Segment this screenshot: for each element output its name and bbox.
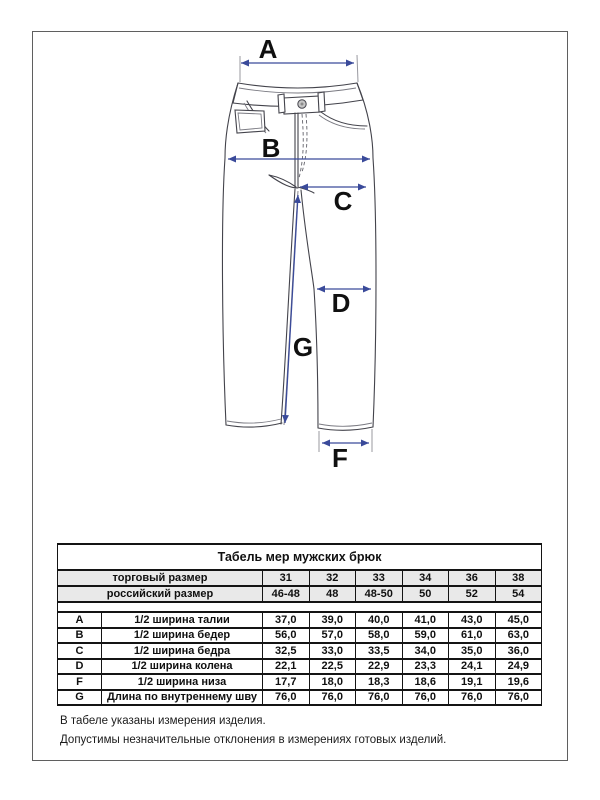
measure-row <box>58 690 542 706</box>
measure-letter-cell: D <box>58 659 102 675</box>
measure-value-cell: 23,3 <box>402 659 449 675</box>
measure-name-cell: 1/2 ширина низа <box>102 674 263 690</box>
measure-name-cell: 1/2 ширина бедер <box>102 628 263 644</box>
footnote-line-1: В табеле указаны измерения изделия. <box>60 715 266 727</box>
left-inseam <box>281 189 295 424</box>
measure-value-cell: 76,0 <box>402 690 449 706</box>
size-value-cell: 46-48 <box>263 586 310 602</box>
right-hem <box>318 427 373 430</box>
measure-name-cell: Длина по внутреннему шву <box>102 690 263 706</box>
measure-letter-cell: A <box>58 612 102 628</box>
left-hem <box>226 423 282 427</box>
measure-value-cell: 63,0 <box>495 628 542 644</box>
measure-value-cell: 32,5 <box>263 643 310 659</box>
size-row-label: российский размер <box>58 586 263 602</box>
measure-name-cell: 1/2 ширина бедра <box>102 643 263 659</box>
measure-value-cell: 76,0 <box>495 690 542 706</box>
measure-value-cell: 76,0 <box>356 690 403 706</box>
table-spacer-row <box>58 602 542 612</box>
size-value-cell: 48 <box>309 586 356 602</box>
size-value-cell: 38 <box>495 570 542 586</box>
measure-value-cell: 18,3 <box>356 674 403 690</box>
footnotes <box>60 712 446 749</box>
measure-value-cell: 19,6 <box>495 674 542 690</box>
size-row-label: торговый размер <box>58 570 263 586</box>
measure-row <box>58 674 542 690</box>
measure-value-cell: 58,0 <box>356 628 403 644</box>
size-value-cell: 54 <box>495 586 542 602</box>
table-spacer-cell <box>58 602 542 612</box>
waistband-top-edge <box>238 83 357 88</box>
measure-letter-cell: F <box>58 674 102 690</box>
measure-name-cell: 1/2 ширина колена <box>102 659 263 675</box>
measure-value-cell: 40,0 <box>356 612 403 628</box>
size-value-cell: 50 <box>402 586 449 602</box>
measure-row <box>58 659 542 675</box>
waistband-left-end <box>233 83 238 103</box>
size-value-cell: 31 <box>263 570 310 586</box>
dim-label-c: C <box>333 186 353 216</box>
table-title: Табель мер мужских брюк <box>58 544 542 570</box>
right-inseam <box>301 190 318 428</box>
jeans-outline <box>222 83 376 430</box>
measure-value-cell: 34,0 <box>402 643 449 659</box>
dim-label-d: D <box>331 288 351 318</box>
measure-value-cell: 76,0 <box>309 690 356 706</box>
size-value-cell: 36 <box>449 570 496 586</box>
measure-row <box>58 628 542 644</box>
measure-value-cell: 19,1 <box>449 674 496 690</box>
dim-label-a: A <box>258 34 278 64</box>
waist-button-center <box>301 103 304 106</box>
measure-value-cell: 61,0 <box>449 628 496 644</box>
measure-value-cell: 22,1 <box>263 659 310 675</box>
dim-label-b: B <box>261 133 281 163</box>
size-value-cell: 48-50 <box>356 586 403 602</box>
left-hem-stitch <box>227 419 281 423</box>
crotch-curve-3 <box>298 187 314 193</box>
footnote-line-2: Допустимы незначительные отклонения в измерениях готовых изделий. <box>60 733 447 746</box>
measure-value-cell: 18,6 <box>402 674 449 690</box>
left-side-seam <box>222 83 238 425</box>
measure-value-cell: 37,0 <box>263 612 310 628</box>
measure-value-cell: 33,5 <box>356 643 403 659</box>
table-title-row <box>58 544 542 570</box>
right-side-seam <box>357 83 376 427</box>
measurement-table <box>57 543 542 706</box>
measure-value-cell: 24,1 <box>449 659 496 675</box>
size-header-row <box>58 570 542 586</box>
waistband-top-stitch <box>239 88 356 93</box>
size-value-cell: 33 <box>356 570 403 586</box>
measure-letter-cell: G <box>58 690 102 706</box>
measure-value-cell: 39,0 <box>309 612 356 628</box>
measure-value-cell: 22,9 <box>356 659 403 675</box>
measure-value-cell: 57,0 <box>309 628 356 644</box>
dim-arrow-inseam <box>285 195 298 423</box>
measure-value-cell: 59,0 <box>402 628 449 644</box>
waistband-right-end <box>357 83 363 100</box>
belt-loop-left <box>278 94 285 113</box>
size-value-cell: 34 <box>402 570 449 586</box>
measure-value-cell: 76,0 <box>449 690 496 706</box>
crotch-curve-2 <box>269 175 298 188</box>
size-header-row <box>58 586 542 602</box>
measure-value-cell: 24,9 <box>495 659 542 675</box>
measure-row <box>58 643 542 659</box>
belt-loop-right <box>318 92 325 112</box>
right-hem-stitch <box>319 423 372 426</box>
right-pocket-opening <box>321 112 367 126</box>
measure-value-cell: 43,0 <box>449 612 496 628</box>
measure-letter-cell: B <box>58 628 102 644</box>
measure-value-cell: 41,0 <box>402 612 449 628</box>
measure-value-cell: 17,7 <box>263 674 310 690</box>
measure-value-cell: 56,0 <box>263 628 310 644</box>
measure-value-cell: 45,0 <box>495 612 542 628</box>
dim-label-f: F <box>332 443 348 473</box>
measure-name-cell: 1/2 ширина талии <box>102 612 263 628</box>
measure-value-cell: 36,0 <box>495 643 542 659</box>
measure-value-cell: 33,0 <box>309 643 356 659</box>
measure-value-cell: 35,0 <box>449 643 496 659</box>
crotch-curve-1 <box>269 175 296 187</box>
waist-extension-right <box>357 55 358 82</box>
dim-label-g: G <box>292 332 314 362</box>
measure-row <box>58 612 542 628</box>
measure-value-cell: 76,0 <box>263 690 310 706</box>
size-value-cell: 32 <box>309 570 356 586</box>
measure-letter-cell: C <box>58 643 102 659</box>
measure-value-cell: 18,0 <box>309 674 356 690</box>
right-pocket-stitch <box>319 115 365 129</box>
measure-value-cell: 22,5 <box>309 659 356 675</box>
size-value-cell: 52 <box>449 586 496 602</box>
